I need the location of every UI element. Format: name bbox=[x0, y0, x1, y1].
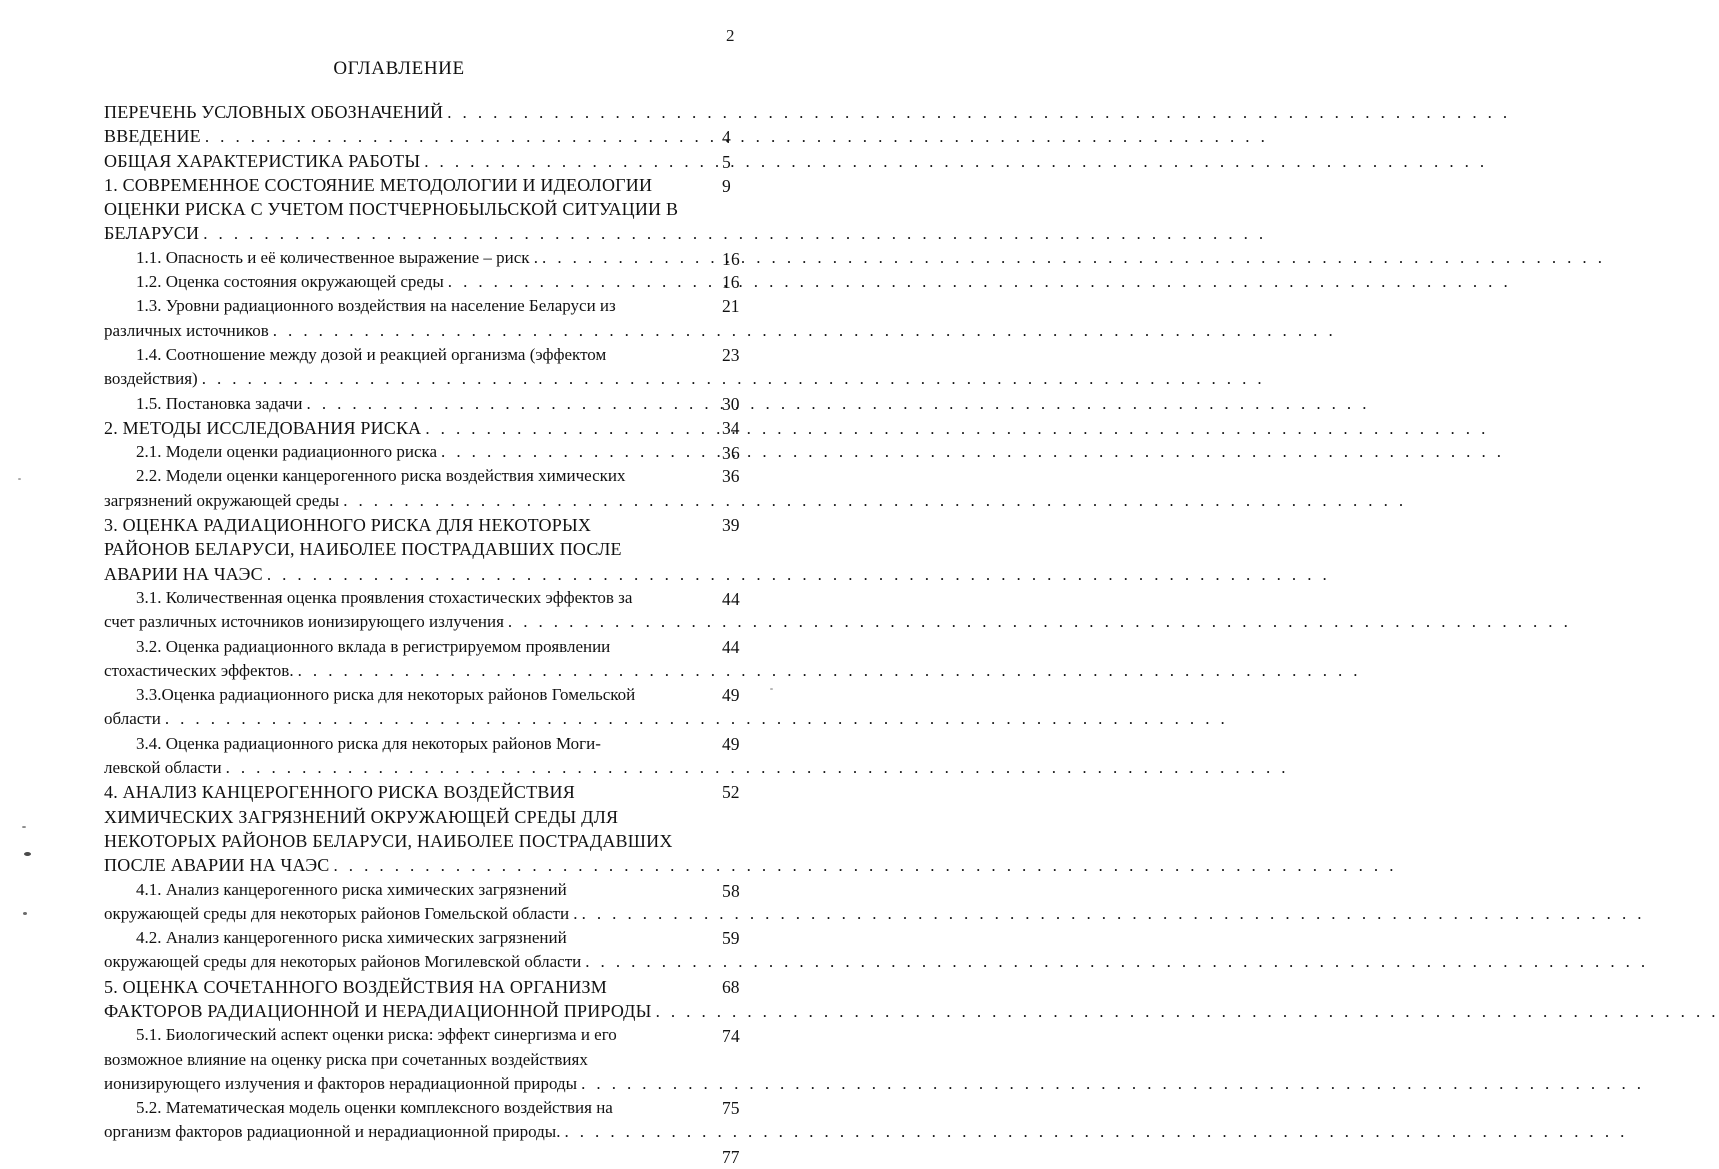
toc-entry-line bbox=[104, 926, 724, 950]
toc-entry-line bbox=[104, 1023, 724, 1047]
toc-page-number: 36 bbox=[722, 443, 740, 464]
toc-dot-leader bbox=[656, 1000, 1719, 1024]
toc-leader-row bbox=[104, 659, 722, 683]
toc-page-number: 68 bbox=[722, 976, 740, 997]
toc-entry-label: возможное влияние на оценку риска при сочетанных воздействиях bbox=[104, 1049, 588, 1069]
document-page bbox=[0, 0, 798, 1167]
toc-entry-label: 3.1. Количественная оценка проявления стохастических эффектов за bbox=[136, 587, 633, 607]
toc-page-number: 52 bbox=[722, 782, 740, 803]
toc-entry-line bbox=[104, 197, 724, 221]
toc-entry-label: 2. МЕТОДЫ ИССЛЕДОВАНИЯ РИСКА bbox=[104, 417, 422, 438]
toc-leader-row bbox=[104, 853, 722, 878]
toc-entry-label: БЕЛАРУСИ bbox=[104, 223, 200, 244]
toc-entry-line bbox=[104, 975, 724, 999]
toc-dot-leader bbox=[205, 125, 1268, 149]
toc-leader-row bbox=[104, 319, 722, 343]
toc-leader-row bbox=[136, 392, 722, 416]
toc-page-number: 16 bbox=[722, 248, 740, 269]
toc-page-number: 49 bbox=[722, 685, 740, 706]
toc-leader-row bbox=[104, 902, 722, 926]
toc-entry-label: 1.3. Уровни радиационного воздействия на население Беларуси из bbox=[136, 296, 616, 316]
toc-entry-label: счет различных источников ионизирующего излучения bbox=[104, 612, 504, 632]
toc-leader-row bbox=[104, 610, 722, 634]
toc-entry-label: окружающей среды для некоторых районов Могилевской области bbox=[104, 952, 582, 972]
table-of-contents bbox=[104, 100, 798, 1167]
toc-entry-label: левской области bbox=[104, 758, 222, 778]
toc-leader-row bbox=[104, 707, 722, 731]
toc-entry-line bbox=[104, 1120, 740, 1167]
toc-entry-line bbox=[104, 537, 724, 561]
toc-leader-row bbox=[104, 100, 722, 125]
toc-entry-line bbox=[104, 635, 724, 659]
toc-dot-leader bbox=[508, 610, 1571, 634]
toc-page-number: 9 bbox=[722, 175, 731, 196]
toc-entry-label: 4.1. Анализ канцерогенного риска химических загрязнений bbox=[136, 879, 567, 899]
toc-entry-label: ионизирующего излучения и факторов нерадиационной природы bbox=[104, 1073, 578, 1093]
toc-entry-label: 1.5. Постановка задачи bbox=[136, 393, 303, 413]
toc-page-number: 75 bbox=[722, 1098, 740, 1119]
toc-entry-label: 1.1. Опасность и её количественное выражение – риск . bbox=[136, 247, 539, 267]
toc-page-number: 58 bbox=[722, 880, 740, 901]
toc-dot-leader bbox=[585, 950, 1648, 974]
toc-dot-leader bbox=[582, 902, 1645, 926]
toc-entry-label: 3.4. Оценка радиационного риска для некоторых районов Моги- bbox=[136, 733, 601, 753]
toc-leader-row bbox=[136, 246, 722, 270]
toc-entry-label: организм факторов радиационной и нерадиационной природы. bbox=[104, 1122, 561, 1142]
toc-dot-leader bbox=[334, 854, 1397, 878]
toc-entry-label: ОЦЕНКИ РИСКА С УЧЕТОМ ПОСТЧЕРНОБЫЛЬСКОЙ СИТУАЦИИ В bbox=[104, 199, 679, 220]
toc-dot-leader bbox=[424, 150, 1487, 174]
toc-entry-label: 1.2. Оценка состояния окружающей среды bbox=[136, 272, 444, 292]
toc-entry-label: 1.4. Соотношение между дозой и реакцией организма (эффектом bbox=[136, 344, 607, 364]
toc-entry-line bbox=[104, 732, 724, 756]
toc-entry-line bbox=[104, 173, 724, 197]
toc-leader-row bbox=[136, 270, 722, 294]
toc-entry-label: различных источников bbox=[104, 320, 269, 340]
scan-speckle bbox=[770, 688, 773, 690]
toc-entry-label: НЕКОТОРЫХ РАЙОНОВ БЕЛАРУСИ, НАИБОЛЕЕ ПОСТРАДАВШИХ bbox=[104, 830, 673, 851]
toc-dot-leader bbox=[447, 101, 1510, 125]
toc-entry-label: 5.1. Биологический аспект оценки риска: эффект синергизма и его bbox=[136, 1025, 617, 1045]
toc-entry-label: стохастических эффектов. bbox=[104, 660, 294, 680]
toc-page-number: 21 bbox=[722, 296, 740, 317]
toc-dot-leader bbox=[307, 392, 1370, 416]
toc-entry-line bbox=[104, 829, 724, 853]
toc-entry-line bbox=[104, 586, 724, 610]
toc-entry-label: области bbox=[104, 709, 161, 729]
toc-page-number: 4 bbox=[722, 127, 731, 148]
toc-entry-label: ВВЕДЕНИЕ bbox=[104, 126, 201, 147]
toc-entry-label: РАЙОНОВ БЕЛАРУСИ, НАИБОЛЕЕ ПОСТРАДАВШИХ ПОСЛЕ bbox=[104, 539, 622, 560]
toc-page-number: 44 bbox=[722, 636, 740, 657]
toc-page-number: 5 bbox=[722, 151, 731, 172]
scan-speckle bbox=[18, 478, 21, 480]
toc-entry-label: 4. АНАЛИЗ КАНЦЕРОГЕННОГО РИСКА ВОЗДЕЙСТВИЯ bbox=[104, 782, 575, 803]
toc-entry-line bbox=[104, 1096, 724, 1120]
toc-entry-label: 5. ОЦЕНКА СОЧЕТАННОГО ВОЗДЕЙСТВИЯ НА ОРГАНИЗМ bbox=[104, 976, 607, 997]
toc-entry-label: 3.2. Оценка радиационного вклада в регистрируемом проявлении bbox=[136, 636, 611, 656]
toc-entry-label: 2.1. Модели оценки радиационного риска bbox=[136, 442, 438, 462]
toc-entry-line bbox=[104, 1048, 724, 1072]
toc-entry-label: АВАРИИ НА ЧАЭС bbox=[104, 563, 263, 584]
scan-speckle bbox=[23, 912, 27, 915]
toc-entry-label: 3.3.Оценка радиационного риска для некоторых районов Гомельской bbox=[136, 685, 636, 705]
toc-entry-label: 5.2. Математическая модель оценки комплексного воздействия на bbox=[136, 1098, 613, 1118]
toc-dot-leader bbox=[448, 270, 1511, 294]
toc-page-number: 49 bbox=[722, 733, 740, 754]
toc-entry-line bbox=[104, 805, 724, 829]
toc-leader-row bbox=[104, 221, 722, 246]
toc-leader-row bbox=[104, 756, 722, 780]
toc-dot-leader bbox=[165, 707, 1228, 731]
toc-dot-leader bbox=[226, 756, 1289, 780]
toc-page-number: 39 bbox=[722, 515, 740, 536]
toc-entry-label: 1. СОВРЕМЕННОЕ СОСТОЯНИЕ МЕТОДОЛОГИИ И ИДЕОЛОГИИ bbox=[104, 174, 653, 195]
page-title: ОГЛАВЛЕНИЕ bbox=[333, 58, 465, 79]
toc-page-number: 36 bbox=[722, 466, 740, 487]
toc-entry-line bbox=[104, 780, 724, 804]
toc-leader-row bbox=[136, 440, 722, 464]
scan-speckle bbox=[22, 826, 26, 828]
toc-dot-leader bbox=[441, 440, 1504, 464]
toc-entry-label: ОБЩАЯ ХАРАКТЕРИСТИКА РАБОТЫ bbox=[104, 150, 421, 171]
toc-entry-label: загрязнений окружающей среды bbox=[104, 490, 340, 510]
toc-leader-row bbox=[104, 416, 722, 441]
toc-dot-leader bbox=[273, 319, 1336, 343]
page-folio-number: 2 bbox=[726, 26, 735, 45]
toc-page-number: 16 bbox=[722, 272, 740, 293]
toc-entry-label: ПОСЛЕ АВАРИИ НА ЧАЭС bbox=[104, 855, 330, 876]
toc-entry-line bbox=[104, 294, 724, 318]
toc-leader-row bbox=[104, 124, 722, 149]
toc-leader-row bbox=[104, 999, 722, 1024]
toc-dot-leader bbox=[343, 489, 1406, 513]
toc-entry-label: 4.2. Анализ канцерогенного риска химических загрязнений bbox=[136, 928, 567, 948]
toc-leader-row bbox=[104, 562, 722, 587]
toc-page-number: 77 bbox=[722, 1146, 740, 1167]
toc-entry-label: ФАКТОРОВ РАДИАЦИОННОЙ И НЕРАДИАЦИОННОЙ ПРИРОДЫ bbox=[104, 1000, 652, 1021]
toc-entry-label: ХИМИЧЕСКИХ ЗАГРЯЗНЕНИЙ ОКРУЖАЮЩЕЙ СРЕДЫ ДЛЯ bbox=[104, 806, 619, 827]
toc-leader-row bbox=[104, 1072, 722, 1096]
toc-entry-label: ПЕРЕЧЕНЬ УСЛОВНЫХ ОБОЗНАЧЕНИЙ bbox=[104, 102, 444, 122]
toc-entry-line bbox=[104, 464, 724, 488]
toc-dot-leader bbox=[298, 659, 1361, 683]
toc-page-number: 34 bbox=[722, 417, 740, 438]
toc-dot-leader bbox=[564, 1120, 1627, 1144]
toc-dot-leader bbox=[542, 246, 1605, 270]
toc-dot-leader bbox=[203, 222, 1266, 246]
toc-leader-row bbox=[104, 367, 722, 391]
toc-dot-leader bbox=[267, 563, 1330, 587]
toc-leader-row bbox=[104, 1120, 722, 1144]
toc-entry-line bbox=[104, 683, 724, 707]
toc-entry-line bbox=[104, 513, 724, 537]
toc-entry-line bbox=[104, 343, 724, 367]
toc-leader-row bbox=[104, 149, 722, 174]
toc-dot-leader bbox=[425, 417, 1488, 441]
toc-page-number: 44 bbox=[722, 588, 740, 609]
toc-entry-label: 3. ОЦЕНКА РАДИАЦИОННОГО РИСКА ДЛЯ НЕКОТОРЫХ bbox=[104, 515, 592, 536]
toc-dot-leader bbox=[581, 1072, 1644, 1096]
toc-entry-label: 2.2. Модели оценки канцерогенного риска воздействия химических bbox=[136, 466, 626, 486]
toc-page-number: 59 bbox=[722, 928, 740, 949]
toc-page-number: 23 bbox=[722, 344, 740, 365]
toc-entry-label: окружающей среды для некоторых районов Гомельской области . bbox=[104, 903, 578, 923]
toc-leader-row bbox=[104, 489, 722, 513]
toc-page-number: 30 bbox=[722, 393, 740, 414]
scan-speckle bbox=[24, 852, 31, 856]
toc-dot-leader bbox=[202, 367, 1265, 391]
toc-page-number: 74 bbox=[722, 1026, 740, 1047]
toc-entry-label: воздействия) bbox=[104, 369, 198, 389]
toc-leader-row bbox=[104, 950, 722, 974]
toc-entry-line bbox=[104, 878, 724, 902]
